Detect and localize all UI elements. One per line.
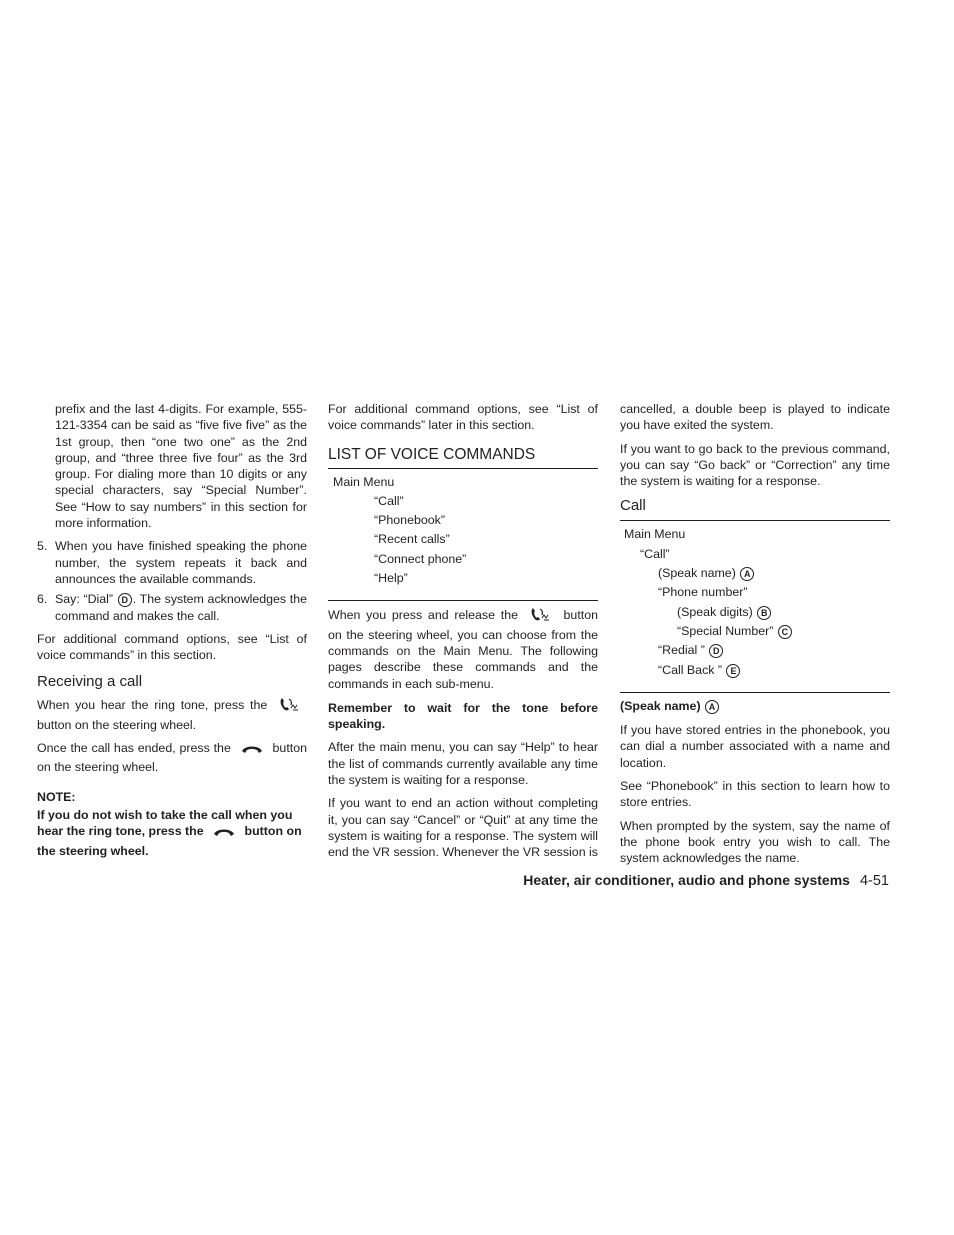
intro-paragraph: For additional command options, see “List of voice commands” later in this section. <box>328 402 598 433</box>
callout-badge: E <box>726 664 740 678</box>
note-paragraph <box>37 807 307 859</box>
callout-badge: D <box>709 644 723 658</box>
menu-item: “Recent calls” <box>374 532 450 547</box>
divider <box>620 692 890 693</box>
help-paragraph: After the main menu, you can say “Help” to hear the list of commands currently available any time the system is waiting for a response. <box>328 740 598 788</box>
end-paragraph: If you want to end an action without completing it, you can say “Cancel” or “Quit” at any time the system is waiting for a response. The system will end the VR session. Whenever the VR session is <box>328 796 598 860</box>
callout-badge: B <box>757 606 771 620</box>
more-options-paragraph: For additional command options, see “List of voice commands” in this section. <box>37 631 307 663</box>
tree-speak-digits <box>620 603 890 622</box>
menu-title: Main Menu <box>333 474 395 489</box>
tree-label: “Redial ” <box>658 643 705 658</box>
speak-name-label: (Speak name) <box>620 698 701 713</box>
stored-paragraph: If you have stored entries in the phonebook, you can dial a number associated with a name and location. <box>620 723 890 770</box>
tree-redial <box>620 641 890 660</box>
footer-title: Heater, air conditioner, audio and phone systems <box>523 872 850 888</box>
tree-main-menu: Main Menu <box>624 527 686 542</box>
menu-item: “Help” <box>374 571 408 586</box>
ended-paragraph <box>37 740 307 776</box>
ring-text: When you hear the ring tone, press the <box>37 698 268 713</box>
talk-phone-icon <box>530 606 552 626</box>
call-menu-tree <box>620 521 890 691</box>
note-text: If you do not wish to take the call when you hear the ring tone, press the <box>37 807 293 839</box>
ended-text-rest: button on the steering wheel. <box>37 741 307 775</box>
tree-label: (Speak digits) <box>677 604 753 619</box>
hang-up-icon <box>241 743 263 759</box>
note-heading: NOTE: <box>37 789 76 804</box>
menu-item: “Call” <box>374 493 404 508</box>
receiving-call-heading: Receiving a call <box>37 673 143 691</box>
tree-call-back <box>620 661 890 680</box>
ring-text-rest: button on the steering wheel. <box>37 717 197 732</box>
talk-phone-icon <box>279 696 301 716</box>
menu-item: “Phonebook” <box>374 513 445 528</box>
page-number: 4-51 <box>859 873 889 889</box>
tree-label: “Call Back ” <box>658 662 723 677</box>
divider <box>328 600 598 601</box>
dial-text-rest: . The system acknowledges the command and makes the call. <box>55 592 307 623</box>
list-number: 5. <box>37 539 48 554</box>
go-back-paragraph: If you want to go back to the previous command, you can say “Go back” or “Correction” any time the system is waiting for a response. <box>620 441 890 489</box>
ring-paragraph <box>37 696 307 733</box>
menu-item: “Connect phone” <box>374 551 467 566</box>
tree-phone-number: “Phone number” <box>658 585 748 600</box>
remember-paragraph: Remember to wait for the tone before speaking. <box>328 700 598 732</box>
cancelled-paragraph: cancelled, a double beep is played to indicate you have exited the system. <box>620 402 890 433</box>
call-heading: Call <box>620 497 646 515</box>
list-text: When you have finished speaking the phone number, the system repeats it back and announces the available commands. <box>55 539 307 586</box>
voice-commands-heading: LIST OF VOICE COMMANDS <box>328 445 536 463</box>
tree-label: “Special Number” <box>677 623 774 638</box>
main-menu-list <box>328 469 598 601</box>
list-item <box>37 591 307 624</box>
list-number: 6. <box>37 592 48 607</box>
prompted-paragraph: When prompted by the system, say the name of the phone book entry you wish to call. The system acknowledges the name. <box>620 818 890 866</box>
note-text-rest: button on the steering wheel. <box>37 824 302 858</box>
continued-paragraph: prefix and the last 4-digits. For example, 555-121-3354 can be said as “five five five” as the 1st group, then “one two one” as the 2nd group, and “three three five four” as the 3rd group. For dialing more than 10 digits or any special characters, say “Special Number”. See “How to say numbers” in this section for more information. <box>55 402 307 531</box>
callout-badge: A <box>740 567 754 581</box>
column-middle <box>328 401 598 868</box>
list-text <box>55 591 307 624</box>
callout-badge: C <box>778 625 792 639</box>
hang-up-icon <box>213 826 235 842</box>
speak-name-heading <box>620 698 890 714</box>
page-footer <box>500 871 889 890</box>
dial-text: Say: “Dial” <box>55 592 114 607</box>
callout-badge: D <box>118 593 132 607</box>
tree-label: (Speak name) <box>658 566 736 581</box>
ended-text: Once the call has ended, press the <box>37 741 231 756</box>
press-paragraph <box>328 606 598 691</box>
tree-special-number <box>620 622 890 641</box>
list-item <box>37 538 307 587</box>
tree-speak-name <box>620 564 890 583</box>
column-right <box>620 401 890 874</box>
tree-call: “Call” <box>640 546 670 561</box>
callout-badge: A <box>705 700 719 714</box>
see-phonebook-paragraph: See “Phonebook” in this section to learn how to store entries. <box>620 779 890 810</box>
press-text: When you press and release the <box>328 608 518 623</box>
press-text-rest: button on the steering wheel, you can choose from the commands on the Main Menu. The following pages describe these commands and the commands in each sub-menu. <box>328 608 598 691</box>
column-left <box>37 401 307 866</box>
